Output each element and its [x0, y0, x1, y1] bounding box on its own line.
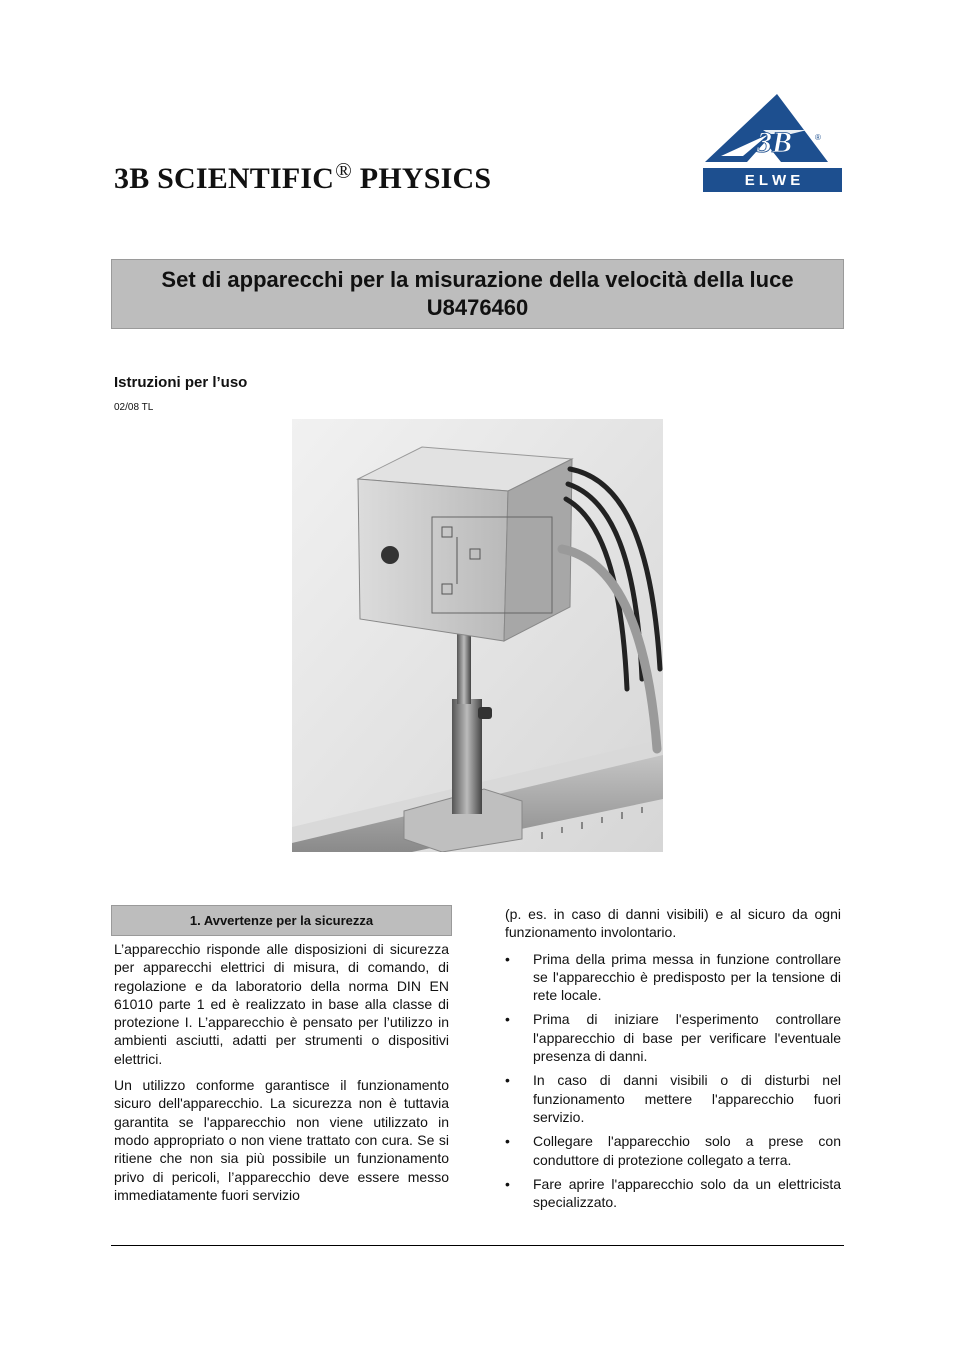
logo-elwe-text: E L W E: [744, 172, 801, 189]
list-item: [505, 950, 841, 1005]
bullet-icon: •: [505, 1175, 510, 1192]
section-heading-safety: 1. Avvertenze per la sicurezza: [111, 905, 452, 936]
instructions-subtitle: Istruzioni per l’uso: [114, 374, 248, 391]
paragraph-safety-1: L’apparecchio risponde alle disposizioni di sicurezza per apparecchi elettrici di misura, di comando, di regolazione e da laboratorio della norma DIN EN 61010 parte 1 ed è realizzato in base alla classe di protezione I. L’apparecchio è pensato per l’utilizzo in ambienti asciutti, adatti per strumenti o dispositivi elettrici.: [114, 941, 449, 1067]
list-item-text: Fare aprire l'apparecchio solo da un elettricista specializzato.: [533, 1175, 841, 1211]
bullet-icon: •: [505, 1072, 510, 1089]
document-title: Set di apparecchi per la misurazione della velocità della luce: [161, 267, 794, 292]
brand-text: 3B SCIENTIFIC: [114, 162, 335, 195]
logo-registered-mark: ®: [815, 133, 821, 142]
product-photo: [292, 419, 663, 852]
title-box: [111, 259, 844, 329]
footer-divider: [111, 1245, 844, 1246]
bullet-icon: •: [505, 1011, 510, 1028]
list-item: [505, 1175, 841, 1212]
right-column: [505, 905, 841, 1217]
logo-3b-text: 3B: [757, 126, 793, 159]
registered-mark: ®: [335, 158, 353, 183]
list-item-text: Collegare l'apparecchio solo a prese con conduttore di protezione collegato a terra.: [533, 1133, 841, 1168]
revision-date: 02/08 TL: [114, 402, 154, 413]
list-item-text: Prima di iniziare l'esperimento controllare l'apparecchio di base per verificare l'eventuale presenza di danni.: [533, 1011, 841, 1065]
list-item: [505, 1071, 841, 1126]
safety-bullet-list: [505, 950, 841, 1212]
list-item-text: In caso di danni visibili o di disturbi nel funzionamento mettere l'apparecchio fuori servizio.: [533, 1072, 841, 1125]
3b-elwe-logo: [703, 94, 842, 192]
paragraph-safety-2: Un utilizzo conforme garantisce il funzionamento sicuro dell'apparecchio. La sicurezza non è tuttavia garantita se l'apparecchio non viene utilizzato in modo appropriato o non viene trattato con cura. Se si ritiene che non sia più possibile un funzionamento privo di pericoli, l’apparecchio deve essere messo immediatamente fuori servizio: [114, 1077, 449, 1203]
list-item-text: Prima della prima messa in funzione controllare se l'apparecchio è predisposto per la tensione di rete locale.: [533, 950, 841, 1004]
paragraph-continuation: (p. es. in caso di danni visibili) e al sicuro da ogni funzionamento involontario.: [505, 906, 841, 941]
left-column: [111, 905, 452, 1212]
product-code: U8476460: [426, 295, 529, 320]
bullet-icon: •: [505, 950, 510, 967]
list-item: [505, 1010, 841, 1065]
brand-suffix: PHYSICS: [352, 162, 492, 195]
bullet-icon: •: [505, 1133, 510, 1150]
brand-title: [114, 158, 491, 196]
list-item: [505, 1132, 841, 1169]
